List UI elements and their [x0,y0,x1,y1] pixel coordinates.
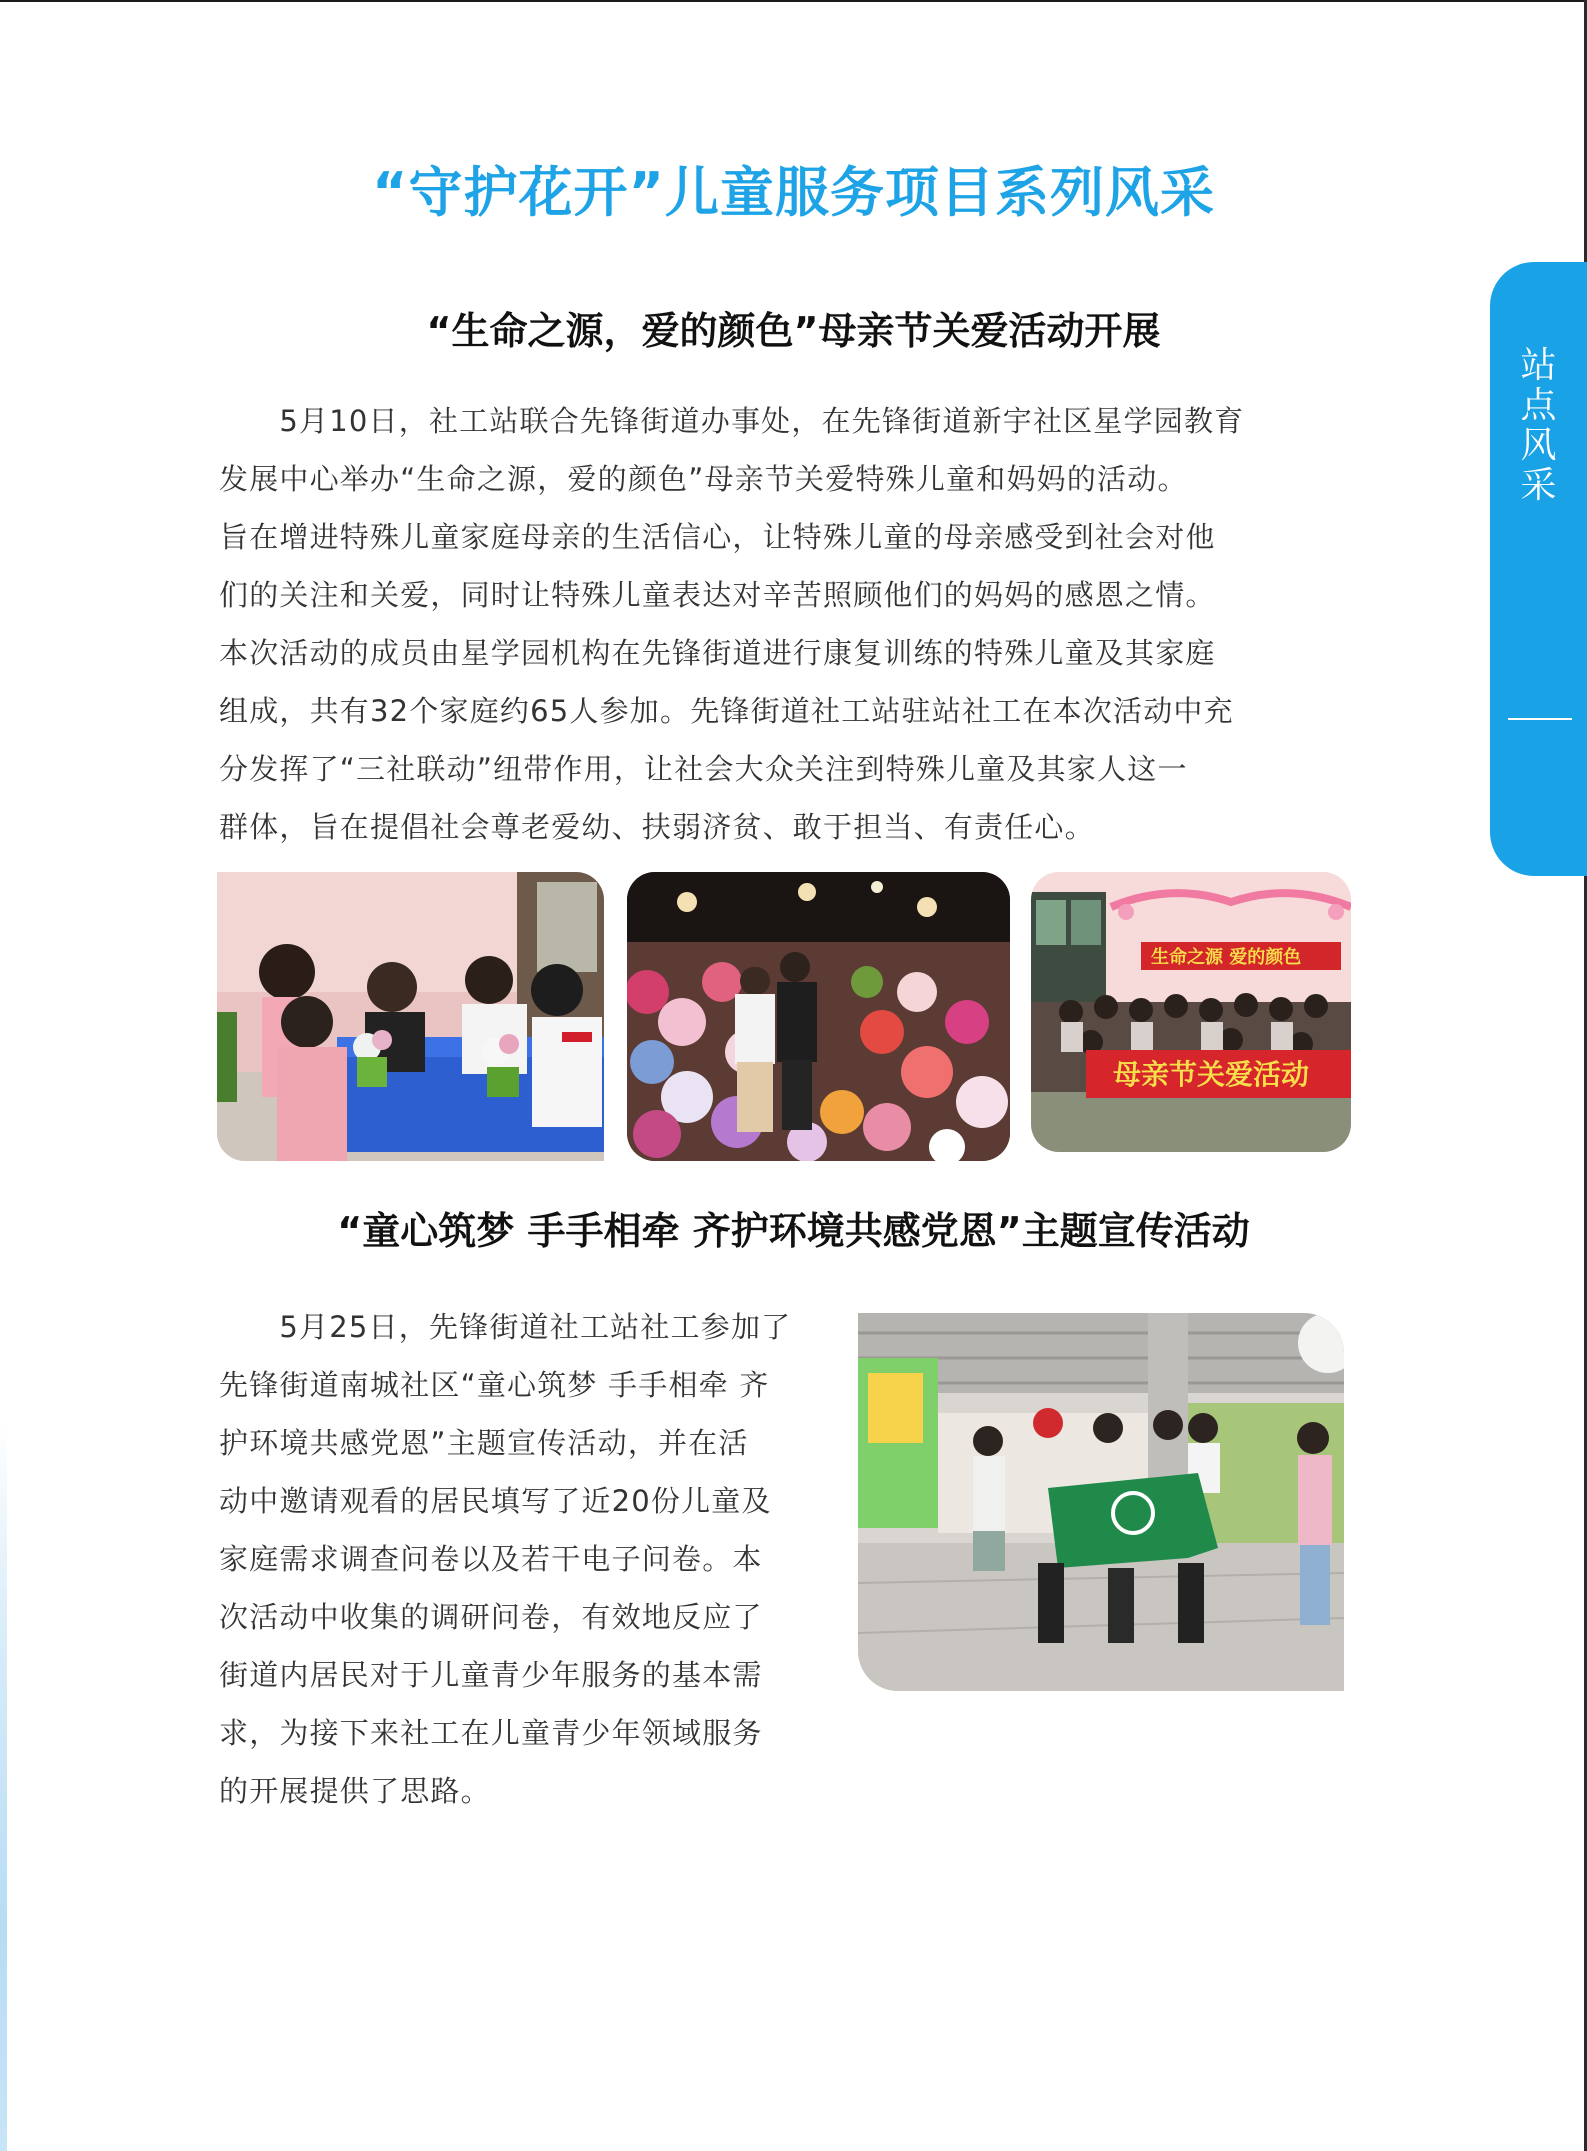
photo-publicity-group-with-flag [858,1313,1344,1691]
side-tab-char: 采 [1520,465,1557,506]
page-title: “守护花开”儿童服务项目系列风采 [372,161,1215,224]
paragraph-line: 本次活动的成员由星学园机构在先锋街道进行康复训练的特殊儿童及其家庭 [219,636,1216,670]
section-body-publicity [219,1298,791,1820]
paragraph-line: 动中邀请观看的居民填写了近20份儿童及 [219,1484,772,1518]
page-number: 39 [1518,1024,1559,1062]
paragraph-line: 求，为接下来社工在儿童青少年领域服务 [219,1716,763,1750]
paragraph-line: 家庭需求调查问卷以及若干电子问卷。本 [219,1542,763,1576]
side-tab-char: 点 [1520,385,1557,426]
photo-classroom-flower-arranging [217,872,604,1161]
paragraph-line: 发展中心举办“生命之源，爱的颜色”母亲节关爱特殊儿童和妈妈的活动。 [219,462,1188,496]
banner-top-text: 生命之源 爱的颜色 [1151,947,1302,968]
paragraph-line: 街道内居民对于儿童青少年服务的基本需 [219,1658,763,1692]
left-decorative-strip [0,1420,7,2151]
paragraph-line: 护环境共感党恩”主题宣传活动，并在活 [219,1426,749,1460]
side-tab-divider [1508,718,1572,720]
top-border [0,0,1587,2]
side-tab-char: 风 [1520,425,1557,466]
paragraph-line: 组成，共有32个家庭约65人参加。先锋街道社工站驻站社工在本次活动中充 [219,694,1234,728]
paragraph-line: 群体，旨在提倡社会尊老爱幼、扶弱济贫、敢于担当、有责任心。 [219,810,1095,844]
section-title-publicity: “童心筑梦 手手相牵 齐护环境共感党恩”主题宣传活动 [337,1209,1250,1253]
photo-mothers-day-group [1031,872,1351,1152]
banner-main-text: 母亲节关爱活动 [1113,1058,1310,1091]
side-tab-label [1490,346,1587,506]
paragraph-line: 分发挥了“三社联动”纽带作用，让社会大众关注到特殊儿童及其家人这一 [219,752,1188,786]
side-tab-char: 站 [1520,345,1557,386]
paragraph-line: 先锋街道南城社区“童心筑梦 手手相牵 齐 [219,1368,770,1402]
paragraph-line: 5月10日，社工站联合先锋街道办事处，在先锋街道新宇社区星学园教育 [219,404,1245,438]
section-title-mothers-day: “生命之源，爱的颜色”母亲节关爱活动开展 [426,309,1161,353]
paragraph-line: 5月25日，先锋街道社工站社工参加了 [219,1310,792,1344]
section-body-mothers-day [219,392,1244,856]
paragraph-line: 旨在增进特殊儿童家庭母亲的生活信心，让特殊儿童的母亲感受到社会对他 [219,520,1216,554]
photo-flower-shop [627,872,1010,1161]
paragraph-line: 次活动中收集的调研问卷，有效地反应了 [219,1600,763,1634]
paragraph-line: 们的关注和关爱，同时让特殊儿童表达对辛苦照顾他们的妈妈的感恩之情。 [219,578,1216,612]
paragraph-line: 的开展提供了思路。 [219,1774,491,1808]
